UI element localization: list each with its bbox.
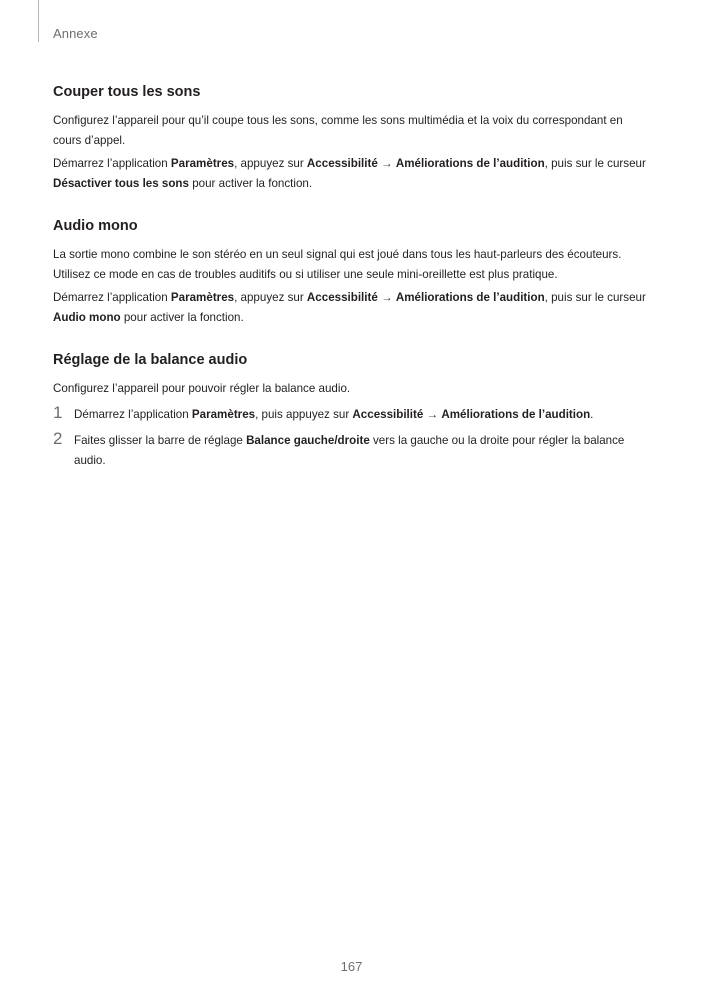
step-item [53, 405, 653, 425]
arrow: → [423, 408, 442, 421]
section-title: Réglage de la balance audio [53, 352, 248, 368]
section-title: Audio mono [53, 218, 138, 234]
accessibility-term: Accessibilité [306, 157, 378, 170]
step-number: 2 [53, 429, 63, 448]
settings-term: Paramètres [170, 157, 235, 170]
section-description: Configurez l’appareil pour pouvoir régler la balance audio. [53, 382, 351, 395]
hearing-enhancements-term: Améliorations de l’audition [441, 408, 591, 421]
step-number: 1 [53, 403, 63, 422]
text: . [590, 408, 594, 421]
text: , puis sur le curseur [544, 291, 646, 304]
balance-slider-term: Balance gauche/droite [246, 434, 370, 447]
page-number: 167 [340, 959, 363, 974]
page-content [53, 82, 653, 493]
accessibility-term: Accessibilité [306, 291, 378, 304]
mute-all-term: Désactiver tous les sons [53, 177, 189, 190]
arrow: → [377, 157, 396, 170]
text: Démarrez l’application [53, 157, 171, 170]
text: Faites glisser la barre de réglage [74, 434, 247, 447]
text: pour activer la fonction. [120, 311, 244, 324]
text: , appuyez sur [234, 291, 307, 304]
text: Démarrez l’application [74, 408, 192, 421]
section-audio-balance [53, 350, 653, 471]
section-description: La sortie mono combine le son stéréo en un seul signal qui est joué dans tous les haut-parleurs des écouteurs. Utilisez ce mode en cas de troubles auditifs ou si utiliser une seule mini-oreillette est plus pratique. [53, 248, 622, 281]
section-instructions [53, 154, 653, 194]
text: vers la gauche ou la droite pour régler la balance audio. [74, 434, 625, 467]
hearing-enhancements-term: Améliorations de l’audition [395, 291, 545, 304]
text: pour activer la fonction. [188, 177, 313, 190]
header-divider [38, 0, 39, 42]
text: , puis appuyez sur [255, 408, 353, 421]
text: , appuyez sur [234, 157, 307, 170]
accessibility-term: Accessibilité [352, 408, 424, 421]
section-description: Configurez l’appareil pour qu’il coupe tous les sons, comme les sons multimédia et la voix du correspondant en cours d’appel. [53, 114, 623, 147]
mono-audio-term: Audio mono [53, 311, 121, 324]
settings-term: Paramètres [170, 291, 235, 304]
text: Démarrez l’application [53, 291, 171, 304]
text: , puis sur le curseur [544, 157, 646, 170]
arrow: → [377, 291, 396, 304]
section-title: Couper tous les sons [53, 84, 201, 100]
section-mute-all [53, 82, 653, 194]
settings-term: Paramètres [191, 408, 256, 421]
section-instructions [53, 288, 653, 328]
section-mono-audio [53, 216, 653, 328]
chapter-label: Annexe [53, 26, 98, 41]
step-item [53, 431, 653, 471]
hearing-enhancements-term: Améliorations de l’audition [395, 157, 545, 170]
